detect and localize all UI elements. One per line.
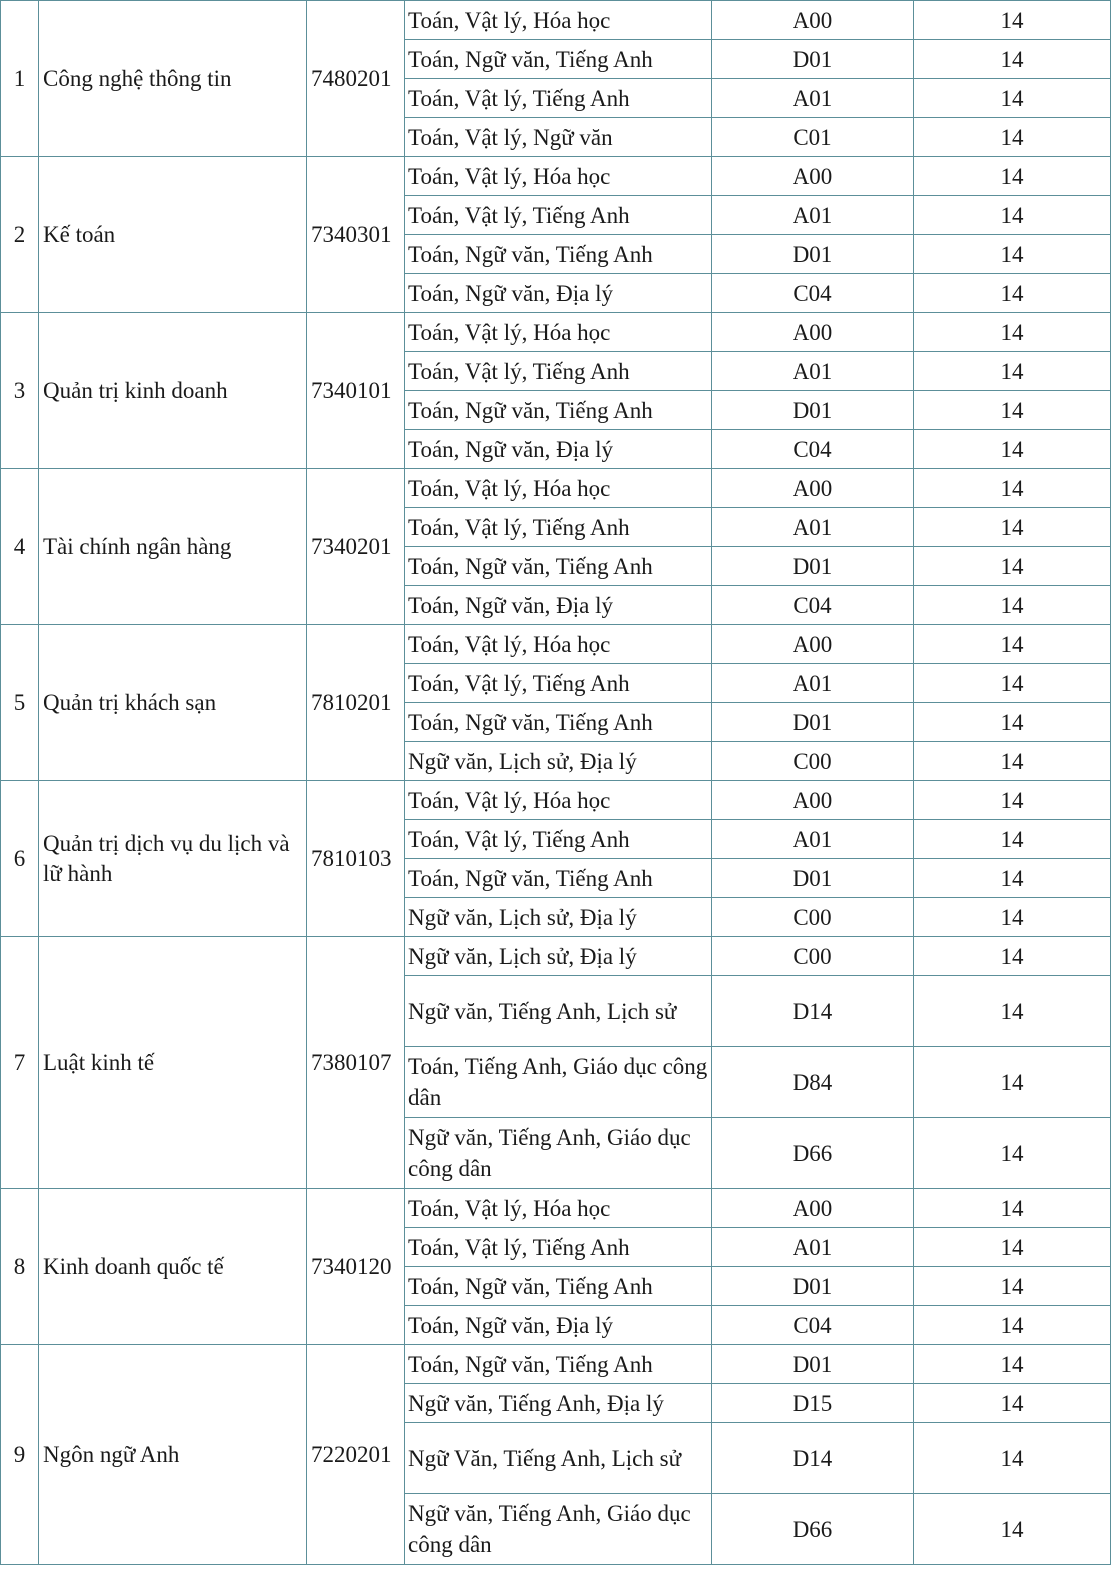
major-index: 5 (1, 625, 39, 781)
block-code: A01 (712, 508, 914, 547)
min-score: 14 (914, 547, 1111, 586)
min-score: 14 (914, 703, 1111, 742)
block-code: C04 (712, 430, 914, 469)
major-index: 1 (1, 1, 39, 157)
table-row (1, 1, 1111, 40)
min-score: 14 (914, 781, 1111, 820)
block-code: D01 (712, 391, 914, 430)
table-row (1, 937, 1111, 976)
subject-combination: Toán, Ngữ văn, Tiếng Anh (405, 40, 712, 79)
subject-combination: Toán, Ngữ văn, Địa lý (405, 430, 712, 469)
major-index: 9 (1, 1345, 39, 1565)
major-code: 7340301 (307, 157, 405, 313)
subject-combination: Toán, Ngữ văn, Tiếng Anh (405, 1345, 712, 1384)
min-score: 14 (914, 274, 1111, 313)
block-code: A00 (712, 1, 914, 40)
min-score: 14 (914, 664, 1111, 703)
block-code: A00 (712, 625, 914, 664)
subject-combination: Toán, Vật lý, Hóa học (405, 1189, 712, 1228)
block-code: D15 (712, 1384, 914, 1423)
min-score: 14 (914, 1189, 1111, 1228)
major-code: 7340101 (307, 313, 405, 469)
block-code: D14 (712, 1423, 914, 1494)
min-score: 14 (914, 430, 1111, 469)
table-row (1, 469, 1111, 508)
subject-combination: Toán, Ngữ văn, Tiếng Anh (405, 859, 712, 898)
min-score: 14 (914, 1118, 1111, 1189)
block-code: A01 (712, 1228, 914, 1267)
subject-combination: Toán, Vật lý, Tiếng Anh (405, 664, 712, 703)
major-index: 7 (1, 937, 39, 1189)
major-name: Quản trị dịch vụ du lịch và lữ hành (39, 781, 307, 937)
block-code: A01 (712, 352, 914, 391)
block-code: D66 (712, 1494, 914, 1565)
min-score: 14 (914, 976, 1111, 1047)
major-index: 6 (1, 781, 39, 937)
table-body (1, 1, 1111, 1565)
block-code: D01 (712, 235, 914, 274)
subject-combination: Ngữ văn, Lịch sử, Địa lý (405, 898, 712, 937)
subject-combination: Toán, Vật lý, Tiếng Anh (405, 79, 712, 118)
block-code: C00 (712, 898, 914, 937)
min-score: 14 (914, 1494, 1111, 1565)
subject-combination: Toán, Vật lý, Tiếng Anh (405, 508, 712, 547)
major-code: 7810201 (307, 625, 405, 781)
subject-combination: Toán, Vật lý, Hóa học (405, 157, 712, 196)
min-score: 14 (914, 157, 1111, 196)
block-code: C00 (712, 937, 914, 976)
block-code: D66 (712, 1118, 914, 1189)
table-row (1, 1345, 1111, 1384)
min-score: 14 (914, 1228, 1111, 1267)
min-score: 14 (914, 1345, 1111, 1384)
major-index: 8 (1, 1189, 39, 1345)
subject-combination: Ngữ văn, Lịch sử, Địa lý (405, 937, 712, 976)
block-code: D01 (712, 1267, 914, 1306)
subject-combination: Toán, Ngữ văn, Tiếng Anh (405, 547, 712, 586)
block-code: D01 (712, 1345, 914, 1384)
block-code: D84 (712, 1047, 914, 1118)
subject-combination: Toán, Vật lý, Tiếng Anh (405, 352, 712, 391)
block-code: C01 (712, 118, 914, 157)
min-score: 14 (914, 79, 1111, 118)
block-code: A01 (712, 664, 914, 703)
subject-combination: Ngữ văn, Tiếng Anh, Lịch sử (405, 976, 712, 1047)
subject-combination: Ngữ văn, Tiếng Anh, Địa lý (405, 1384, 712, 1423)
major-name: Ngôn ngữ Anh (39, 1345, 307, 1565)
subject-combination: Toán, Ngữ văn, Tiếng Anh (405, 1267, 712, 1306)
major-index: 2 (1, 157, 39, 313)
subject-combination: Toán, Vật lý, Hóa học (405, 781, 712, 820)
block-code: A00 (712, 313, 914, 352)
min-score: 14 (914, 898, 1111, 937)
major-name: Kinh doanh quốc tế (39, 1189, 307, 1345)
subject-combination: Toán, Vật lý, Tiếng Anh (405, 196, 712, 235)
major-code: 7380107 (307, 937, 405, 1189)
min-score: 14 (914, 118, 1111, 157)
table-row (1, 1189, 1111, 1228)
major-code: 7340120 (307, 1189, 405, 1345)
block-code: A00 (712, 469, 914, 508)
subject-combination: Ngữ Văn, Tiếng Anh, Lịch sử (405, 1423, 712, 1494)
min-score: 14 (914, 937, 1111, 976)
block-code: D01 (712, 547, 914, 586)
subject-combination: Toán, Vật lý, Ngữ văn (405, 118, 712, 157)
min-score: 14 (914, 196, 1111, 235)
table-row (1, 157, 1111, 196)
block-code: D14 (712, 976, 914, 1047)
min-score: 14 (914, 508, 1111, 547)
block-code: C04 (712, 1306, 914, 1345)
min-score: 14 (914, 1267, 1111, 1306)
major-name: Kế toán (39, 157, 307, 313)
subject-combination: Toán, Ngữ văn, Địa lý (405, 586, 712, 625)
subject-combination: Toán, Vật lý, Hóa học (405, 625, 712, 664)
block-code: D01 (712, 703, 914, 742)
min-score: 14 (914, 391, 1111, 430)
block-code: A00 (712, 157, 914, 196)
block-code: A01 (712, 820, 914, 859)
min-score: 14 (914, 742, 1111, 781)
major-index: 4 (1, 469, 39, 625)
subject-combination: Toán, Ngữ văn, Địa lý (405, 274, 712, 313)
min-score: 14 (914, 859, 1111, 898)
subject-combination: Toán, Vật lý, Tiếng Anh (405, 1228, 712, 1267)
subject-combination: Toán, Ngữ văn, Tiếng Anh (405, 703, 712, 742)
block-code: C04 (712, 274, 914, 313)
subject-combination: Toán, Vật lý, Hóa học (405, 1, 712, 40)
subject-combination: Toán, Vật lý, Hóa học (405, 469, 712, 508)
subject-combination: Toán, Ngữ văn, Tiếng Anh (405, 391, 712, 430)
block-code: A01 (712, 79, 914, 118)
major-name: Quản trị kinh doanh (39, 313, 307, 469)
block-code: C04 (712, 586, 914, 625)
min-score: 14 (914, 40, 1111, 79)
min-score: 14 (914, 352, 1111, 391)
major-code: 7810103 (307, 781, 405, 937)
subject-combination: Toán, Vật lý, Hóa học (405, 313, 712, 352)
major-code: 7480201 (307, 1, 405, 157)
major-code: 7220201 (307, 1345, 405, 1565)
min-score: 14 (914, 313, 1111, 352)
subject-combination: Ngữ văn, Lịch sử, Địa lý (405, 742, 712, 781)
subject-combination: Ngữ văn, Tiếng Anh, Giáo dục công dân (405, 1494, 712, 1565)
min-score: 14 (914, 1047, 1111, 1118)
block-code: A00 (712, 1189, 914, 1228)
subject-combination: Toán, Ngữ văn, Địa lý (405, 1306, 712, 1345)
table-row (1, 625, 1111, 664)
min-score: 14 (914, 625, 1111, 664)
subject-combination: Toán, Vật lý, Tiếng Anh (405, 820, 712, 859)
block-code: D01 (712, 40, 914, 79)
block-code: A01 (712, 196, 914, 235)
major-name: Quản trị khách sạn (39, 625, 307, 781)
table-row (1, 313, 1111, 352)
major-name: Luật kinh tế (39, 937, 307, 1189)
block-code: A00 (712, 781, 914, 820)
min-score: 14 (914, 1, 1111, 40)
min-score: 14 (914, 586, 1111, 625)
major-index: 3 (1, 313, 39, 469)
min-score: 14 (914, 1423, 1111, 1494)
subject-combination: Toán, Ngữ văn, Tiếng Anh (405, 235, 712, 274)
min-score: 14 (914, 235, 1111, 274)
major-code: 7340201 (307, 469, 405, 625)
block-code: D01 (712, 859, 914, 898)
subject-combination: Ngữ văn, Tiếng Anh, Giáo dục công dân (405, 1118, 712, 1189)
block-code: C00 (712, 742, 914, 781)
min-score: 14 (914, 1384, 1111, 1423)
table-row (1, 781, 1111, 820)
min-score: 14 (914, 1306, 1111, 1345)
subject-combination: Toán, Tiếng Anh, Giáo dục công dân (405, 1047, 712, 1118)
min-score: 14 (914, 469, 1111, 508)
min-score: 14 (914, 820, 1111, 859)
major-name: Tài chính ngân hàng (39, 469, 307, 625)
major-name: Công nghệ thông tin (39, 1, 307, 157)
